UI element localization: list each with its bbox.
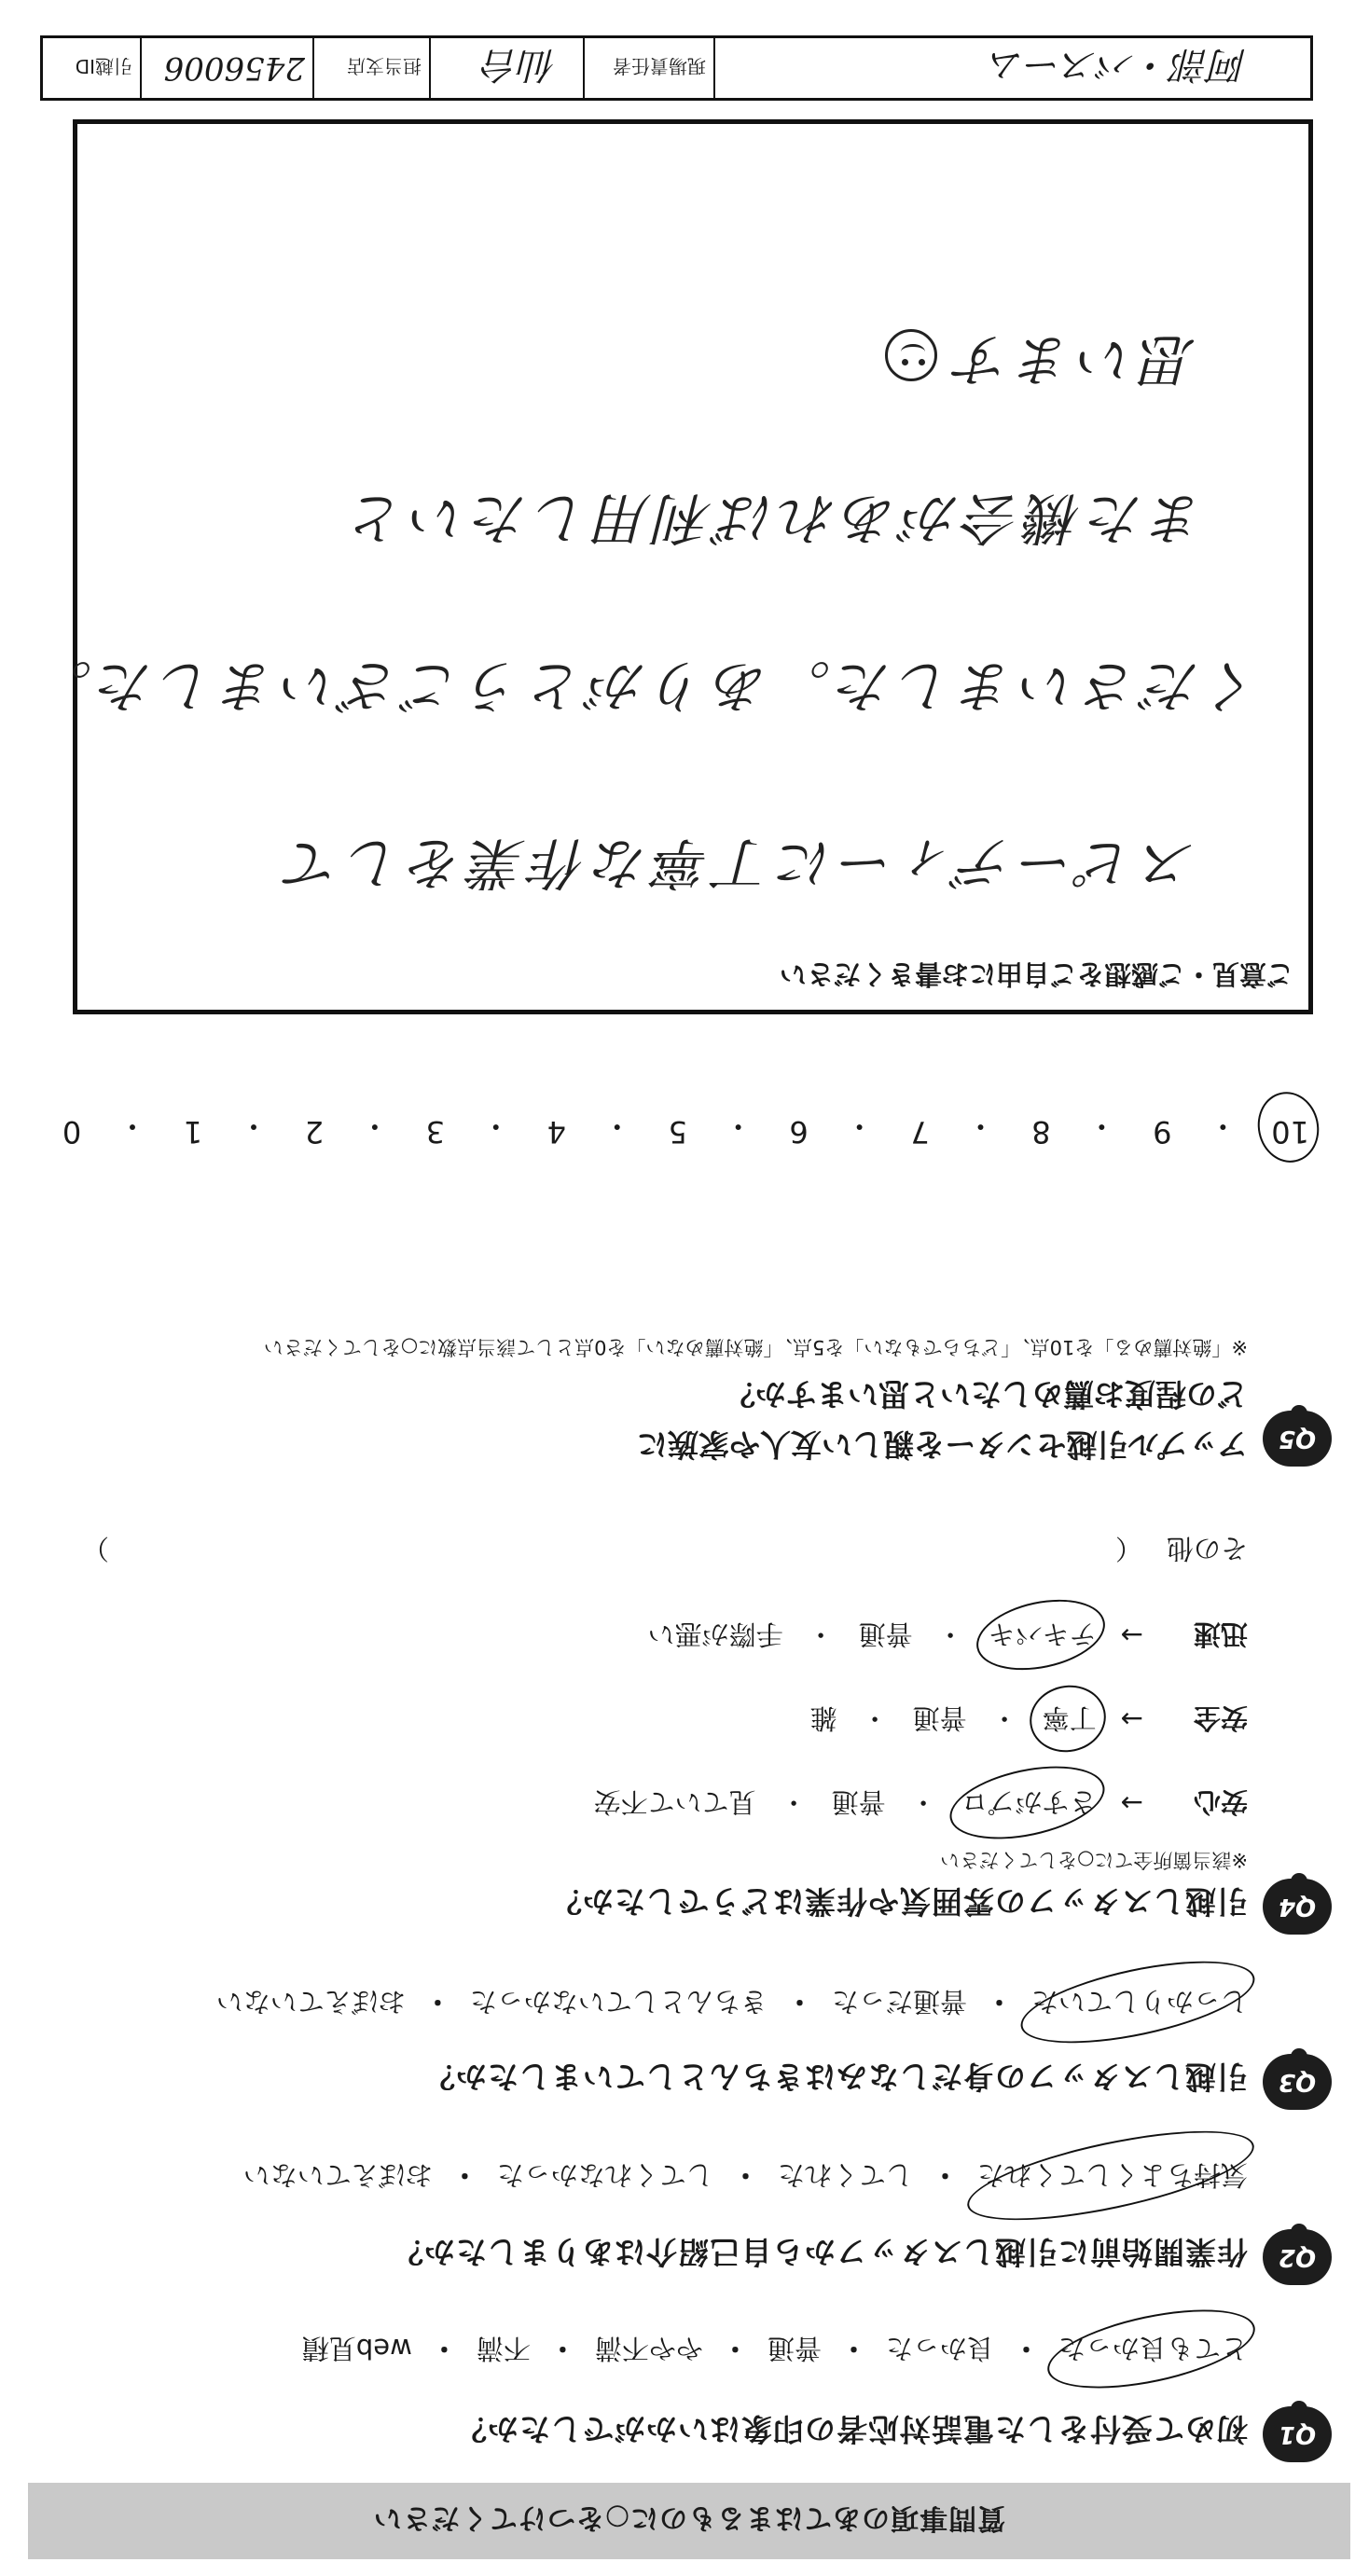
q3-option[interactable]: 普通だった (831, 1986, 967, 2018)
scale-value[interactable]: 2 (304, 1114, 325, 1150)
comment-line: くださいました。ありがとうございました。 (31, 653, 1262, 718)
q2-option[interactable]: おぼえていない (242, 2159, 433, 2191)
arrow-icon: → (1120, 1619, 1143, 1652)
q4-other-open: （ (1114, 1533, 1142, 1564)
q2-options: 気持ちよくしてくれた ・ してくれた ・ してくれなかった ・ おぼえていない (243, 2157, 1248, 2196)
instruction-text: 質問事項のあてはまるものに○をつけてください (372, 2501, 1006, 2534)
comment-title: ご意見・ご感想をご自由にお書きください (779, 958, 1293, 990)
smiley-icon (885, 329, 937, 381)
q1-option[interactable]: 普通 (767, 2333, 822, 2364)
q1-option[interactable]: 良かった (885, 2333, 994, 2364)
scale-value[interactable]: 6 (789, 1114, 809, 1150)
q1-option[interactable]: 不満 (476, 2333, 531, 2364)
q4-option-selected[interactable]: さすがプロ (961, 1784, 1097, 1823)
q2-option[interactable]: してくれた (777, 2159, 913, 2191)
branch-value: 仙台 (482, 43, 557, 87)
id-value-cell (140, 38, 312, 98)
q4-other-close: ） (82, 1533, 110, 1564)
q1-options: とても良かった ・ 良かった ・ 普通 ・ やや不満 ・ 不満 ・ web見積 (302, 2331, 1248, 2369)
q1-text: 初めて受付をした電話対応者の印象はいかがでしたか？ (455, 2411, 1248, 2447)
rating-scale: 10 ・ 9 ・ 8 ・ 7 ・ 6 ・ 5 ・ 4 ・ 3 ・ 2 ・ 1 ・ 0 (60, 1107, 1309, 1150)
comment-line-last (885, 324, 1196, 404)
scale-value[interactable]: 7 (910, 1114, 930, 1150)
q4-other-row (82, 1531, 1248, 1569)
q3-option[interactable]: おぼえていない (215, 1986, 406, 2018)
branch-label: 担当支店 (347, 55, 422, 78)
q4-row-jinsoku: 迅速 → テキパキ ・ 普通 ・ 手際が悪い (648, 1617, 1248, 1655)
q3-option[interactable]: きちんとしていなかった (469, 1986, 767, 2018)
q4-option[interactable]: 普通 (831, 1786, 886, 1818)
scale-value[interactable]: 0 (62, 1114, 82, 1150)
q4-option-selected[interactable]: 丁寧 (1043, 1701, 1097, 1739)
q1-option-selected[interactable]: とても良かった (1058, 2331, 1248, 2369)
q5-badge: Q5 (1263, 1411, 1332, 1467)
scale-value[interactable]: 5 (668, 1114, 687, 1150)
id-value: 2456006 (163, 49, 305, 87)
q4-option[interactable]: 普通 (912, 1702, 967, 1734)
id-label: 引越ID (75, 55, 132, 78)
comment-line: また機会があれば利用したいと (344, 485, 1206, 550)
q4-option[interactable]: 雑 (809, 1702, 837, 1734)
leader-label: 現場責任者 (613, 55, 706, 78)
scale-value-selected[interactable]: 10 (1271, 1107, 1309, 1150)
q4-row-anzen: 安全 → 丁寧 ・ 普通 ・ 雑 (810, 1701, 1248, 1739)
q5-text-line1: アップル引越センターを親しい友人や家族に (636, 1426, 1248, 1463)
q4-category: 安全 (1193, 1702, 1248, 1734)
scale-value[interactable]: 1 (183, 1114, 203, 1150)
q4-option-selected[interactable]: テキパキ (989, 1617, 1097, 1655)
comment-line: スピーディーに丁寧な作業をして (280, 830, 1196, 895)
q3-options: しっかりしていた ・ 普通だった ・ きちんとしていなかった ・ おぼえていない (216, 1984, 1248, 2022)
q4-category: 迅速 (1193, 1619, 1248, 1650)
arrow-icon: → (1120, 1787, 1143, 1820)
staff-info-table (40, 35, 1313, 101)
q4-option[interactable]: 手際が悪い (647, 1619, 783, 1650)
comment-box[interactable] (31, 119, 1313, 1014)
q4-option[interactable]: 普通 (858, 1619, 913, 1650)
q3-text: 引越しスタッフの身だしなみはきちんとしていましたか？ (423, 2059, 1248, 2095)
q2-badge: Q2 (1263, 2229, 1332, 2285)
q4-note: ※該当箇所全てに○をしてください (940, 1849, 1248, 1871)
q3-option-selected[interactable]: しっかりしていた (1031, 1984, 1248, 2022)
q4-option[interactable]: 見ていて不安 (593, 1786, 756, 1818)
q4-badge: Q4 (1263, 1879, 1332, 1935)
id-label-cell (43, 38, 140, 98)
q2-text: 作業開始前に引越しスタッフから自己紹介はありましたか？ (392, 2234, 1248, 2270)
branch-value-cell (429, 38, 583, 98)
q1-badge: Q1 (1263, 2406, 1332, 2462)
branch-label-cell (312, 38, 429, 98)
instruction-header (28, 2483, 1350, 2559)
q3-badge: Q3 (1263, 2054, 1332, 2110)
q1-option[interactable]: やや不満 (594, 2333, 703, 2364)
q5-note: ※「絶対薦める」を10点、「どちらでもない」を5点、「絶対薦めない」を0点として該当点数に○をしてください (263, 1336, 1248, 1358)
q4-row-anshin: 安心 → さすがプロ ・ 普通 ・ 見ていて不安 (594, 1784, 1248, 1823)
scale-value[interactable]: 4 (546, 1114, 566, 1150)
scale-value[interactable]: 9 (1153, 1114, 1172, 1150)
scale-value[interactable]: 3 (425, 1114, 446, 1150)
leader-value-cell (713, 38, 1310, 98)
q5-text-line2: どの程度お薦めしたいと思いますか？ (725, 1376, 1248, 1412)
arrow-icon: → (1120, 1703, 1143, 1736)
q4-category: 安心 (1193, 1786, 1248, 1818)
q2-option-selected[interactable]: 気持ちよくしてくれた (977, 2157, 1248, 2196)
q4-text: 引越しスタッフの雰囲気や作業はどうでしたか？ (550, 1883, 1248, 1920)
leader-label-cell (583, 38, 713, 98)
q1-option[interactable]: web見積 (301, 2333, 412, 2364)
comment-line: 思います (950, 326, 1196, 392)
leader-value: 阿部・バスーム (988, 43, 1247, 87)
q4-other-label: その他 (1166, 1533, 1248, 1564)
q2-option[interactable]: してくれなかった (496, 2159, 713, 2191)
scale-value[interactable]: 8 (1031, 1114, 1051, 1150)
